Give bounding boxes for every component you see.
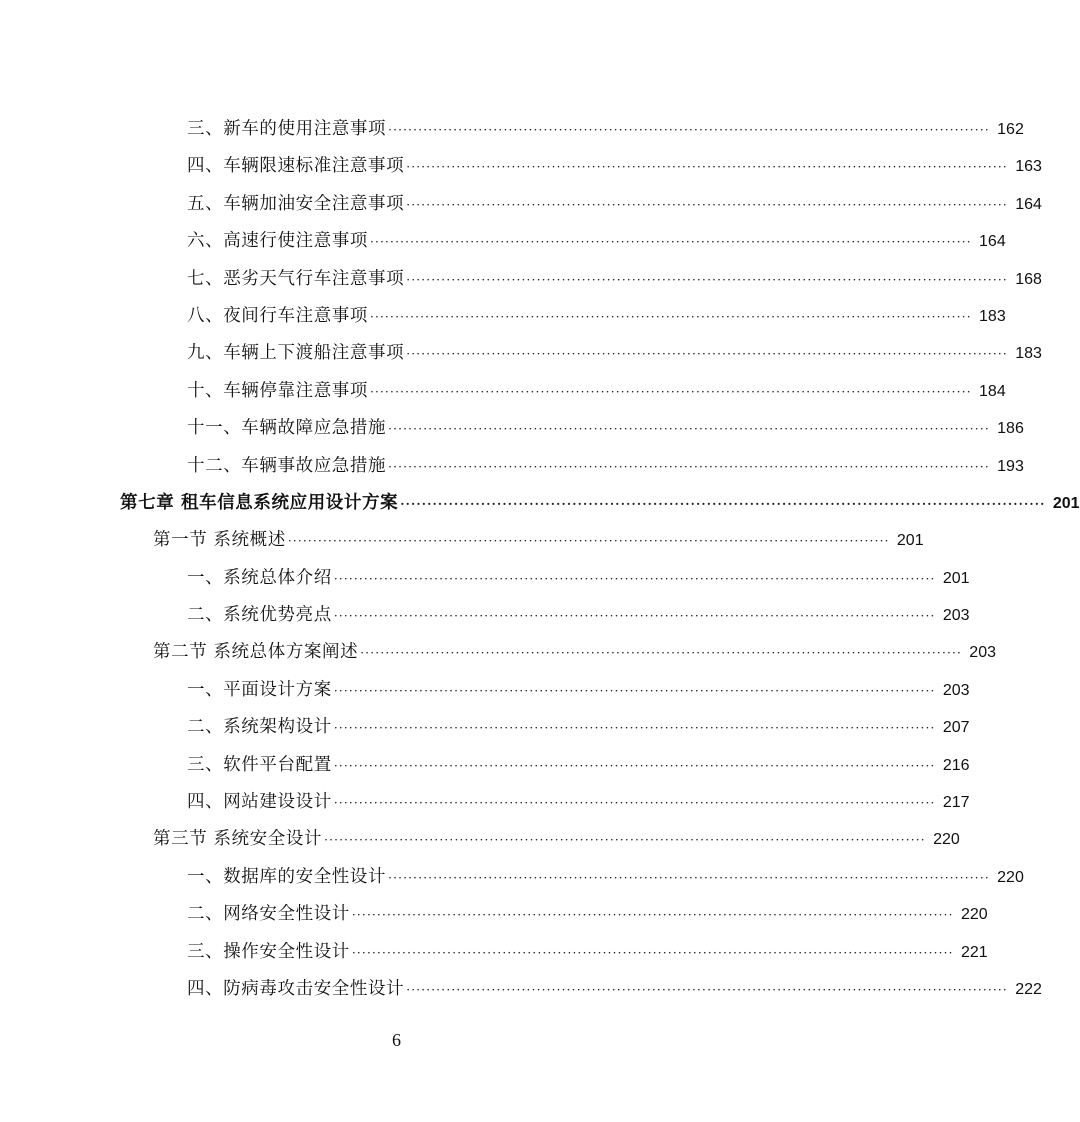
toc-entry-title: 三、软件平台配置: [187, 754, 332, 775]
toc-subsection-entry[interactable]: [0, 747, 970, 784]
toc-dot-leader: ························································································································: [324, 833, 926, 848]
toc-dot-leader: ························································································································: [370, 384, 972, 399]
toc-entry-title: 十、车辆停靠注意事项: [187, 380, 368, 401]
toc-entry-title: 二、系统优势亮点: [187, 605, 332, 626]
toc-entry-page: 221: [960, 943, 988, 961]
toc-chapter-entry[interactable]: [0, 485, 1080, 522]
toc-dot-leader: ························································································································: [287, 534, 890, 549]
toc-dot-leader: ························································································································: [351, 945, 954, 960]
toc-subsection-entry[interactable]: [0, 560, 970, 597]
toc-entry-title: 十一、车辆故障应急措施: [187, 418, 387, 439]
toc-entry-title: 一、系统总体介绍: [187, 567, 332, 588]
toc-entry-page: 168: [1015, 270, 1042, 288]
toc-entry-title: 一、平面设计方案: [187, 679, 332, 700]
toc-entry-title: 五、车辆加油安全注意事项: [187, 193, 405, 214]
toc-dot-leader: ························································································································: [406, 272, 1008, 287]
toc-entry-title: 十二、车辆事故应急措施: [187, 455, 387, 476]
toc-subsection-entry[interactable]: [0, 410, 1024, 447]
toc-dot-leader: ························································································································: [400, 496, 1046, 511]
toc-dot-leader: ························································································································: [351, 908, 954, 923]
toc-entry-page: 216: [942, 756, 970, 774]
toc-entry-page: 217: [942, 794, 970, 812]
toc-entry-title: 一、数据库的安全性设计: [187, 866, 387, 887]
toc-subsection-entry[interactable]: [0, 261, 1042, 298]
toc-dot-leader: ························································································································: [388, 459, 990, 474]
toc-entry-page: 184: [979, 382, 1006, 400]
toc-section-entry[interactable]: [0, 821, 960, 858]
toc-entry-title: 三、新车的使用注意事项: [187, 119, 387, 139]
table-of-contents: [0, 111, 1080, 1008]
toc-dot-leader: ························································································································: [333, 683, 936, 698]
toc-entry-title: 四、网站建设设计: [187, 792, 332, 813]
toc-entry-page: 201: [942, 569, 970, 587]
toc-subsection-entry[interactable]: [0, 859, 1024, 896]
toc-subsection-entry[interactable]: [0, 298, 1006, 335]
toc-entry-page: 201: [896, 532, 924, 550]
toc-subsection-entry[interactable]: [0, 373, 1006, 410]
page-number: 6: [392, 1030, 401, 1050]
toc-subsection-entry[interactable]: [0, 223, 1006, 260]
toc-entry-title: 二、网络安全性设计: [187, 904, 350, 925]
toc-entry-page: 163: [1015, 158, 1042, 176]
toc-entry-title: 第三节 系统安全设计: [153, 829, 323, 850]
toc-entry-page: 203: [942, 681, 970, 699]
toc-entry-title: 六、高速行使注意事项: [187, 231, 368, 252]
toc-dot-leader: ························································································································: [406, 982, 1008, 997]
toc-dot-leader: ························································································································: [406, 160, 1008, 175]
toc-dot-leader: ························································································································: [370, 235, 972, 250]
toc-entry-title: 九、车辆上下渡船注意事项: [187, 343, 405, 364]
toc-entry-page: 183: [1015, 345, 1042, 363]
toc-subsection-entry[interactable]: [0, 934, 988, 971]
toc-dot-leader: ························································································································: [388, 422, 990, 437]
toc-entry-page: 186: [997, 420, 1024, 438]
toc-entry-page: 164: [1015, 195, 1042, 213]
toc-dot-leader: ························································································································: [406, 197, 1008, 212]
toc-section-entry[interactable]: [0, 634, 996, 671]
toc-subsection-entry[interactable]: [0, 971, 1042, 1008]
toc-entry-page: 220: [960, 906, 988, 924]
toc-subsection-entry[interactable]: [0, 597, 970, 634]
toc-entry-title: 第七章 租车信息系统应用设计方案: [120, 492, 399, 513]
toc-dot-leader: ························································································································: [333, 796, 936, 811]
toc-section-entry[interactable]: [0, 522, 924, 559]
toc-subsection-entry[interactable]: [0, 148, 1042, 185]
toc-entry-title: 二、系统架构设计: [187, 717, 332, 738]
toc-dot-leader: ························································································································: [333, 571, 936, 586]
toc-entry-page: 203: [969, 644, 996, 662]
toc-subsection-entry[interactable]: [0, 896, 988, 933]
toc-dot-leader: ························································································································: [388, 123, 990, 137]
toc-dot-leader: ························································································································: [388, 870, 990, 885]
toc-entry-title: 三、操作安全性设计: [187, 941, 350, 962]
toc-dot-leader: ························································································································: [406, 347, 1008, 362]
toc-subsection-entry[interactable]: [0, 709, 970, 746]
toc-entry-page: 220: [933, 831, 960, 849]
toc-entry-title: 四、车辆限速标准注意事项: [187, 156, 405, 177]
toc-entry-page: 162: [997, 121, 1024, 138]
toc-entry-page: 203: [942, 607, 970, 625]
toc-entry-title: 四、防病毒攻击安全性设计: [187, 978, 405, 999]
toc-entry-title: 第二节 系统总体方案阐述: [153, 642, 359, 663]
toc-entry-page: 164: [979, 233, 1006, 251]
toc-dot-leader: ························································································································: [333, 758, 936, 773]
toc-subsection-entry[interactable]: [0, 448, 1024, 485]
toc-subsection-entry[interactable]: [0, 111, 1024, 148]
toc-entry-page: 201: [1052, 494, 1080, 512]
toc-entry-title: 第一节 系统概述: [153, 530, 286, 551]
toc-dot-leader: ························································································································: [333, 721, 936, 736]
toc-subsection-entry[interactable]: [0, 335, 1042, 372]
toc-dot-leader: ························································································································: [360, 646, 962, 661]
toc-entry-page: 222: [1015, 980, 1042, 998]
toc-entry-title: 八、夜间行车注意事项: [187, 305, 368, 326]
toc-entry-page: 207: [942, 719, 970, 737]
toc-entry-page: 193: [997, 457, 1024, 475]
toc-entry-title: 七、恶劣天气行车注意事项: [187, 268, 405, 289]
toc-dot-leader: ························································································································: [370, 309, 972, 324]
toc-dot-leader: ························································································································: [333, 609, 936, 624]
toc-subsection-entry[interactable]: [0, 784, 970, 821]
toc-subsection-entry[interactable]: [0, 186, 1042, 223]
toc-entry-page: 183: [979, 307, 1006, 325]
toc-subsection-entry[interactable]: [0, 672, 970, 709]
toc-entry-page: 220: [997, 868, 1024, 886]
